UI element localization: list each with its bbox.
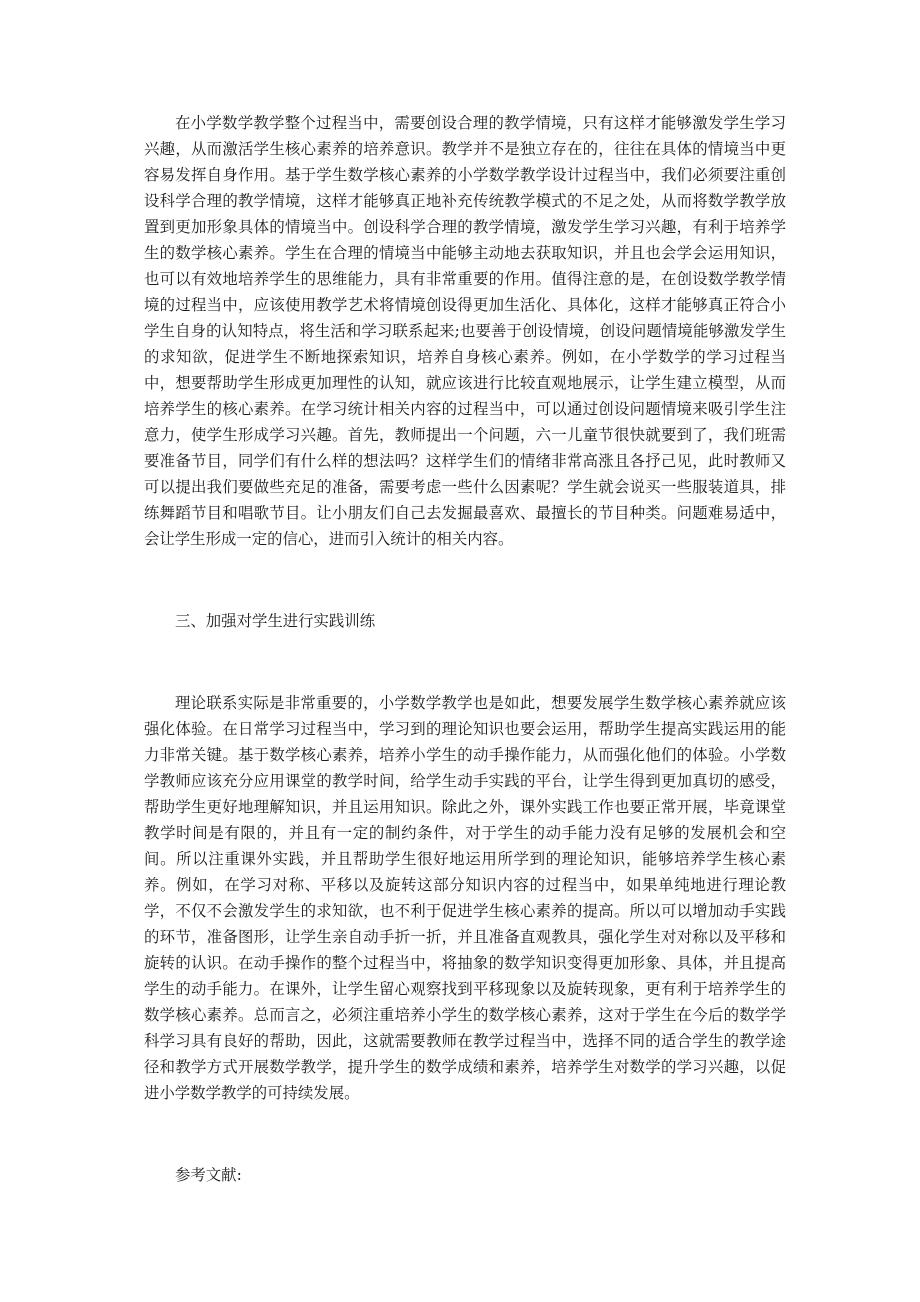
section-heading-practice: 三、加强对学生进行实践训练 (175, 612, 376, 630)
document-page (144, 110, 786, 1188)
body-paragraph-practice: 理论联系实际是非常重要的，小学数学教学也是如此，想要发展学生数学核心素养就应该强化体验。在日常学习过程当中，学习到的理论知识也要会运用，帮助学生提高实践运用的能力非常关键。基于数学核心素养，培养小学生的动手操作能力，从而强化他们的体验。小学数学教师应该充分应用课堂的教学时间，给学生动手实践的平台，让学生得到更加真切的感受，帮助学生更好地理解知识，并且运用知识。除此之外，课外实践工作也要正常开展，毕竟课堂教学时间是有限的，并且有一定的制约条件，对于学生的动手能力没有足够的发展机会和空间。所以注重课外实践，并且帮助学生很好地运用所学到的理论知识，能够培养学生核心素养。例如，在学习对称、平移以及旋转这部分知识内容的过程当中，如果单纯地进行理论教学，不仅不会激发学生的求知欲，也不利于促进学生核心素养的提高。所以可以增加动手实践的环节，准备图形，让学生亲自动手折一折，并且准备直观教具，强化学生对对称以及平移和旋转的认识。在动手操作的整个过程当中，将抽象的数学知识变得更加形象、具体，并且提高学生的动手能力。在课外，让学生留心观察找到平移现象以及旋转现象，更有利于培养学生的数学核心素养。总而言之，必须注重培养小学生的数学核心素养，这对于学生在今后的数学学科学习具有良好的帮助，因此，这就需要教师在教学过程当中，选择不同的适合学生的教学途径和教学方式开展数学教学，提升学生的数学成绩和素养，培养学生对数学的学习兴趣，以促进小学数学教学的可持续发展。 (144, 694, 786, 1102)
body-paragraph-situation: 在小学数学教学整个过程当中，需要创设合理的教学情境，只有这样才能够激发学生学习兴趣，从而激活学生核心素养的培养意识。教学并不是独立存在的，往往在具体的情境当中更容易发挥自身作用。基于学生数学核心素养的小学数学教学设计过程当中，我们必须要注重创设科学合理的教学情境，这样才能够真正地补充传统教学模式的不足之处，从而将数学教学放置到更加形象具体的情境当中。创设科学合理的教学情境，激发学生学习兴趣，有利于培养学生的数学核心素养。学生在合理的情境当中能够主动地去获取知识，并且也会学会运用知识，也可以有效地培养学生的思维能力，具有非常重要的作用。值得注意的是，在创设数学教学情境的过程当中，应该使用教学艺术将情境创设得更加生活化、具体化，这样才能够真正符合小学生自身的认知特点，将生活和学习联系起来;也要善于创设情境，创设问题情境能够激发学生的求知欲，促进学生不断地探索知识，培养自身核心素养。例如，在小学数学的学习过程当中，想要帮助学生形成更加理性的认知，就应该进行比较直观地展示，让学生建立模型，从而培养学生的核心素养。在学习统计相关内容的过程当中，可以通过创设问题情境来吸引学生注意力，使学生形成学习兴趣。首先，教师提出一个问题，六一儿童节很快就要到了，我们班需要准备节目，同学们有什么样的想法吗？这样学生们的情绪非常高涨且各抒己见，此时教师又可以提出我们要做些充足的准备，需要考虑一些什么因素呢？学生就会说买一些服装道具，排练舞蹈节目和唱歌节目。让小朋友们自己去发掘最喜欢、最擅长的节目种类。问题难易适中，会让学生形成一定的信心，进而引入统计的相关内容。 (144, 114, 786, 548)
references-heading: 参考文献: (175, 1166, 242, 1184)
